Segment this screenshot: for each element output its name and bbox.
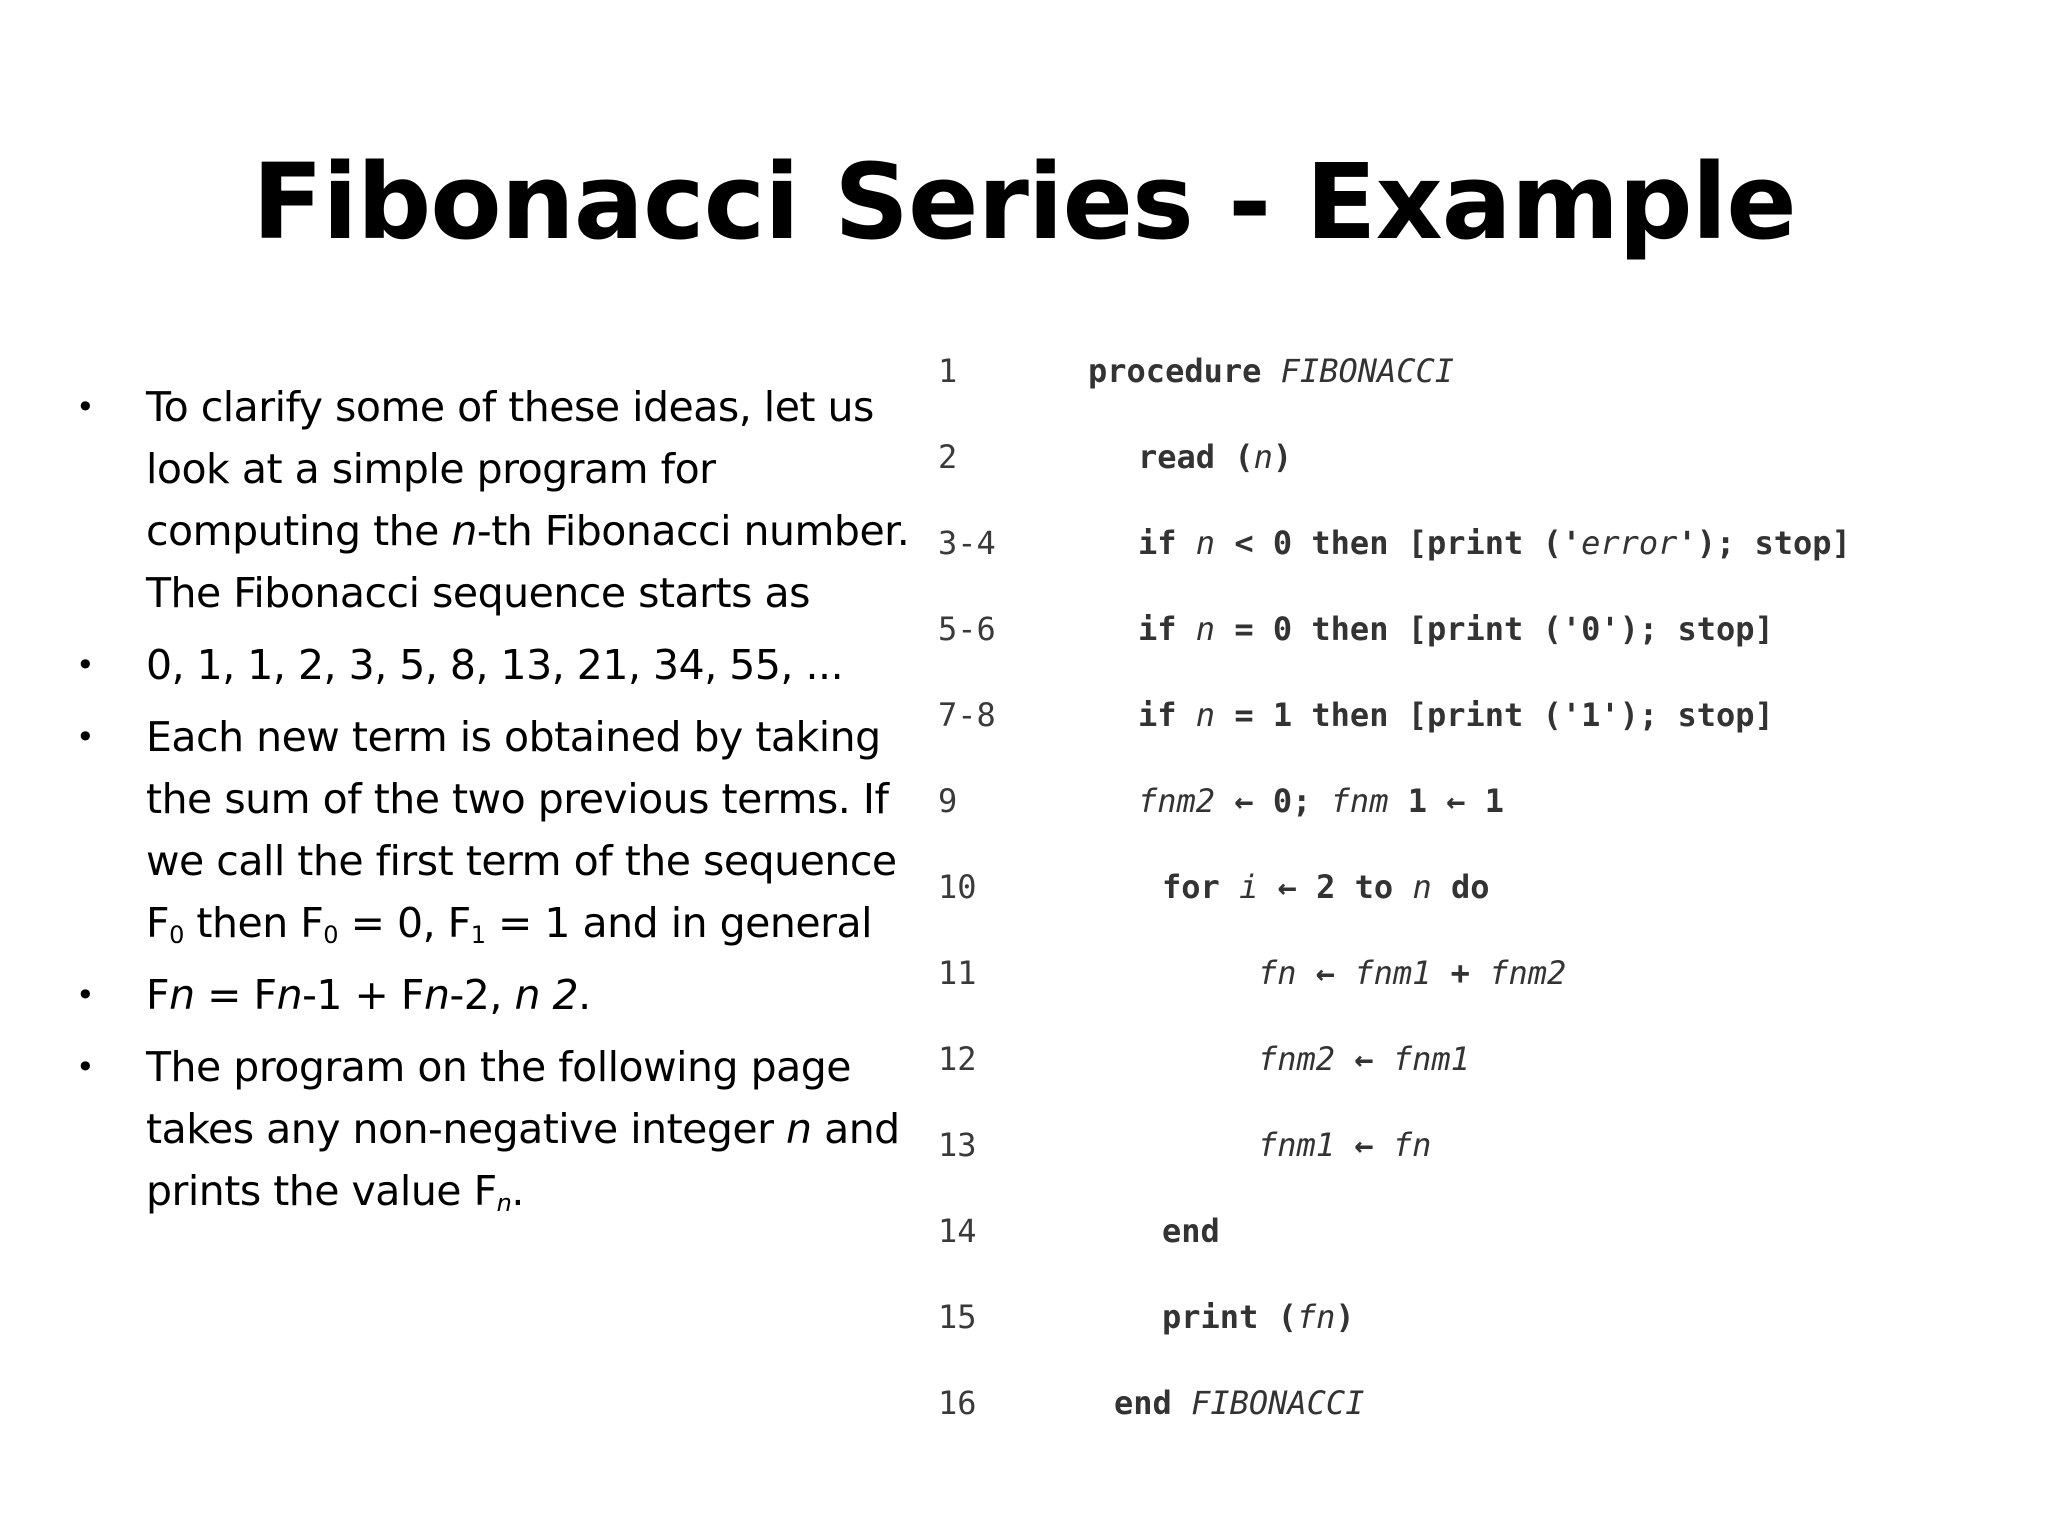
- text-run: n 2: [514, 971, 579, 1019]
- line-number: 10: [938, 868, 977, 906]
- text-run: if: [1138, 610, 1196, 648]
- text-run: fn: [1392, 1126, 1432, 1164]
- text-run: To clarify some of these ideas, let us look at a simple program for computing the: [146, 383, 874, 555]
- text-run: +: [1431, 954, 1490, 992]
- text-run: fnm1: [1392, 1040, 1470, 1078]
- text-run: fnm: [1330, 782, 1389, 820]
- bullet-item: [62, 964, 922, 1026]
- code-line: [938, 1384, 2038, 1470]
- bullet-item: [62, 376, 922, 624]
- line-number: 11: [938, 954, 977, 992]
- code-line: [938, 1126, 2038, 1212]
- code-line: [938, 524, 2038, 610]
- slide-title: Fibonacci Series - Example: [252, 141, 1796, 263]
- code-line: [938, 696, 2038, 782]
- text-run: n: [786, 1105, 812, 1153]
- text-run: The program on the following page takes any non-negative integer: [146, 1043, 852, 1153]
- bullet-text: [146, 383, 909, 617]
- text-run: n: [1253, 438, 1273, 476]
- text-run: fn: [1258, 954, 1297, 992]
- bullet-item: [62, 706, 922, 954]
- code-statement: [1138, 524, 1851, 562]
- bullet-dot-icon: •: [75, 646, 95, 684]
- text-run: FIBONACCI: [1280, 352, 1455, 390]
- line-number: 9: [938, 782, 958, 820]
- text-run: error: [1581, 524, 1678, 562]
- code-statement: [1162, 1212, 1220, 1250]
- text-run: [497, 1189, 512, 1217]
- text-run: n: [276, 971, 303, 1019]
- text-run: procedure: [1088, 352, 1281, 390]
- bullet-text: [146, 713, 897, 947]
- text-run: = 1 and in general: [485, 899, 872, 947]
- text-run: -1 + F: [302, 971, 424, 1019]
- text-run: print (: [1162, 1298, 1297, 1336]
- text-run: 1 ← 1: [1388, 782, 1505, 820]
- bullet-dot-icon: •: [75, 1048, 95, 1086]
- pseudocode-block: [938, 352, 2038, 1470]
- text-run: = 0 then [print ('0'); stop]: [1215, 610, 1774, 648]
- code-line: [938, 1040, 2038, 1126]
- text-run: 1: [470, 921, 486, 949]
- code-line: [938, 1298, 2038, 1384]
- line-number: 1: [938, 352, 958, 390]
- line-number: 13: [938, 1126, 977, 1164]
- text-run: ←: [1335, 1126, 1393, 1164]
- bullet-dot-icon: •: [75, 388, 95, 426]
- code-statement: [1138, 696, 1774, 734]
- text-run: fnm2: [1258, 1040, 1336, 1078]
- text-run: .: [511, 1167, 524, 1215]
- text-run: i: [1239, 868, 1259, 906]
- line-number: 7-8: [938, 696, 996, 734]
- text-run: n: [1412, 868, 1432, 906]
- code-line: [938, 352, 2038, 438]
- line-number: 14: [938, 1212, 977, 1250]
- text-run: ← 0;: [1215, 782, 1331, 820]
- code-line: [938, 610, 2038, 696]
- text-run: n: [1195, 524, 1216, 562]
- bullet-dot-icon: •: [75, 718, 95, 756]
- code-statement: [1138, 610, 1774, 648]
- text-run: then F: [183, 899, 324, 947]
- text-run: < 0 then [print (': [1215, 524, 1582, 562]
- line-number: 5-6: [938, 610, 996, 648]
- line-number: 15: [938, 1298, 977, 1336]
- text-run: fnm1: [1354, 954, 1432, 992]
- code-statement: [1138, 438, 1292, 476]
- text-run: F: [146, 971, 170, 1019]
- text-run: ←: [1296, 954, 1355, 992]
- code-line: [938, 782, 2038, 868]
- code-line: [938, 1212, 2038, 1298]
- code-line: [938, 868, 2038, 954]
- code-statement: [1258, 1126, 1431, 1164]
- text-run: FIBONACCI: [1191, 1384, 1365, 1422]
- text-run: Each new term is obtained by taking the sum of the two previous terms. If we call the first term of the sequence F: [146, 713, 897, 947]
- text-run: '); stop]: [1677, 524, 1851, 562]
- text-run: n: [424, 971, 450, 1019]
- code-statement: [1162, 1298, 1355, 1336]
- text-run: 0: [323, 921, 339, 949]
- bullet-item: [62, 1036, 922, 1222]
- text-run: ← 2 to: [1258, 868, 1413, 906]
- code-statement: [1114, 1384, 1364, 1422]
- text-run: n: [169, 971, 195, 1019]
- bullet-text: [146, 641, 843, 689]
- code-statement: [1258, 1040, 1470, 1078]
- text-run: ): [1335, 1298, 1355, 1336]
- bullet-text: [146, 1043, 900, 1215]
- line-number: 2: [938, 438, 958, 476]
- text-run: end: [1114, 1384, 1192, 1422]
- text-run: ): [1272, 438, 1293, 476]
- bullet-dot-icon: •: [75, 976, 95, 1014]
- bullet-list: [62, 376, 922, 1232]
- line-number: 12: [938, 1040, 977, 1078]
- code-statement: [1258, 954, 1566, 992]
- bullet-text: [146, 971, 591, 1019]
- text-run: n: [1195, 696, 1216, 734]
- code-statement: [1088, 352, 1454, 390]
- text-run: n: [1195, 610, 1216, 648]
- text-run: read (: [1138, 438, 1254, 476]
- text-run: -th Fibonacci number. The Fibonacci sequence starts as: [146, 507, 910, 617]
- text-run: fnm2: [1138, 782, 1216, 820]
- line-number: 3-4: [938, 524, 996, 562]
- text-run: end: [1162, 1212, 1220, 1250]
- code-line: [938, 438, 2038, 524]
- code-line: [938, 954, 2038, 1040]
- text-run: 0, 1, 1, 2, 3, 5, 8, 13, 21, 34, 55, ...: [146, 641, 844, 689]
- text-run: if: [1138, 524, 1196, 562]
- line-number: 16: [938, 1384, 977, 1422]
- text-run: fnm2: [1489, 954, 1567, 992]
- text-run: 0: [169, 921, 184, 949]
- text-run: fn: [1296, 1298, 1336, 1336]
- text-run: fnm1: [1258, 1126, 1336, 1164]
- text-run: do: [1431, 868, 1490, 906]
- text-run: and prints the value F: [146, 1105, 900, 1215]
- text-run: .: [578, 971, 591, 1019]
- text-run: if: [1138, 696, 1196, 734]
- text-run: for: [1162, 868, 1240, 906]
- text-run: n: [451, 507, 477, 555]
- text-run: = F: [194, 971, 277, 1019]
- text-run: = 0, F: [338, 899, 471, 947]
- text-run: n: [496, 1189, 512, 1217]
- bullet-item: [62, 634, 922, 696]
- text-run: -2,: [449, 971, 515, 1019]
- code-statement: [1162, 868, 1490, 906]
- text-run: ←: [1335, 1040, 1393, 1078]
- code-statement: [1138, 782, 1504, 820]
- text-run: = 1 then [print ('1'); stop]: [1215, 696, 1774, 734]
